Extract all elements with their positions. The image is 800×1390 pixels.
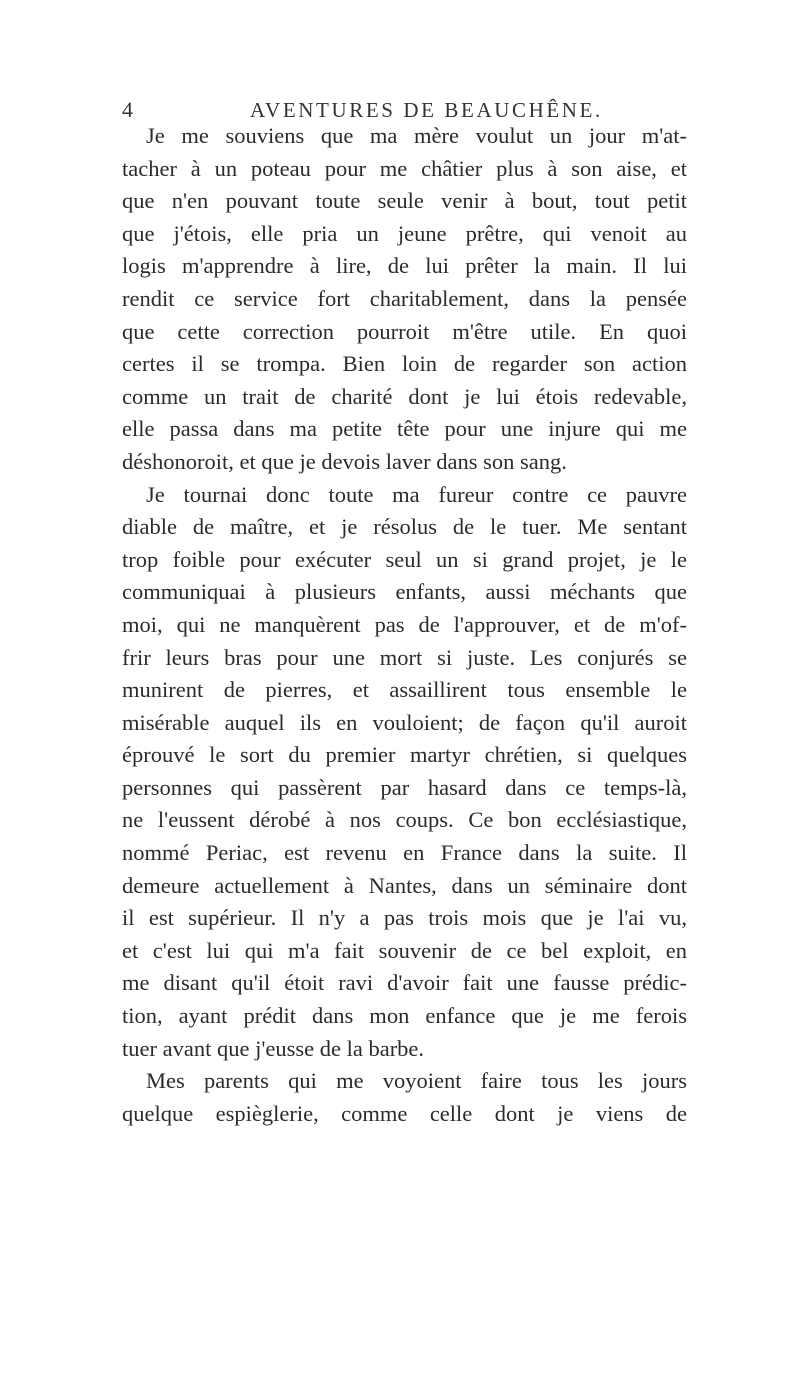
text-line: Je tournai donc toute ma fureur contre ce pauvre xyxy=(146,481,687,507)
text-line: frir leurs bras pour une mort si juste. Les conjurés se xyxy=(122,644,687,670)
text-line: trop foible pour exécuter seul un si grand projet, je le xyxy=(122,546,687,572)
text-line: Mes parents qui me voyoient faire tous les jours xyxy=(146,1068,687,1094)
text-line: moi, qui ne manquèrent pas de l'approuver, et de m'of- xyxy=(122,611,687,637)
text-line: que cette correction pourroit m'être utile. En quoi xyxy=(122,318,687,344)
text-line: déshonoroit, et que je devois laver dans son sang. xyxy=(122,448,567,474)
text-line: tacher à un poteau pour me châtier plus à son aise, et xyxy=(122,155,687,181)
text-line: et c'est lui qui m'a fait souvenir de ce bel exploit, en xyxy=(122,937,687,963)
page-number: 4 xyxy=(122,97,133,122)
running-title: AVENTURES DE BEAUCHÊNE. xyxy=(250,98,603,122)
text-line: quelque espièglerie, comme celle dont je viens de xyxy=(122,1100,687,1126)
text-line: misérable auquel ils en vouloient; de façon qu'il auroit xyxy=(122,709,687,735)
text-line: communiquai à plusieurs enfants, aussi méchants que xyxy=(122,579,687,605)
text-line: tion, ayant prédit dans mon enfance que je me ferois xyxy=(122,1003,687,1029)
text-line: logis m'apprendre à lire, de lui prêter la main. Il lui xyxy=(122,253,687,279)
text-line: personnes qui passèrent par hasard dans ce temps-là, xyxy=(122,774,687,800)
text-line: elle passa dans ma petite tête pour une injure qui me xyxy=(122,416,687,442)
text-line: certes il se trompa. Bien loin de regarder son action xyxy=(122,351,687,377)
text-line: éprouvé le sort du premier martyr chrétien, si quelques xyxy=(122,742,687,768)
text-line: diable de maître, et je résolus de le tuer. Me sentant xyxy=(122,514,687,540)
text-line: Je me souviens que ma mère voulut un jour m'at- xyxy=(146,123,687,148)
text-line: tuer avant que j'eusse de la barbe. xyxy=(122,1035,425,1061)
text-line: ne l'eussent dérobé à nos coups. Ce bon ecclésiastique, xyxy=(122,807,687,833)
text-line: me disant qu'il étoit ravi d'avoir fait une fausse prédic- xyxy=(122,970,687,996)
text-line: comme un trait de charité dont je lui étois redevable, xyxy=(122,383,687,409)
text-line: que n'en pouvant toute seule venir à bout, tout petit xyxy=(122,188,687,214)
text-line: nommé Periac, est revenu en France dans la suite. Il xyxy=(122,840,687,866)
text-line: il est supérieur. Il n'y a pas trois mois que je l'ai vu, xyxy=(122,905,687,931)
text-line: rendit ce service fort charitablement, dans la pensée xyxy=(122,285,687,311)
text-line: que j'étois, elle pria un jeune prêtre, qui venoit au xyxy=(122,220,687,246)
body-text xyxy=(122,120,687,1130)
text-line: munirent de pierres, et assaillirent tous ensemble le xyxy=(122,677,687,703)
text-line: demeure actuellement à Nantes, dans un séminaire dont xyxy=(122,872,687,898)
